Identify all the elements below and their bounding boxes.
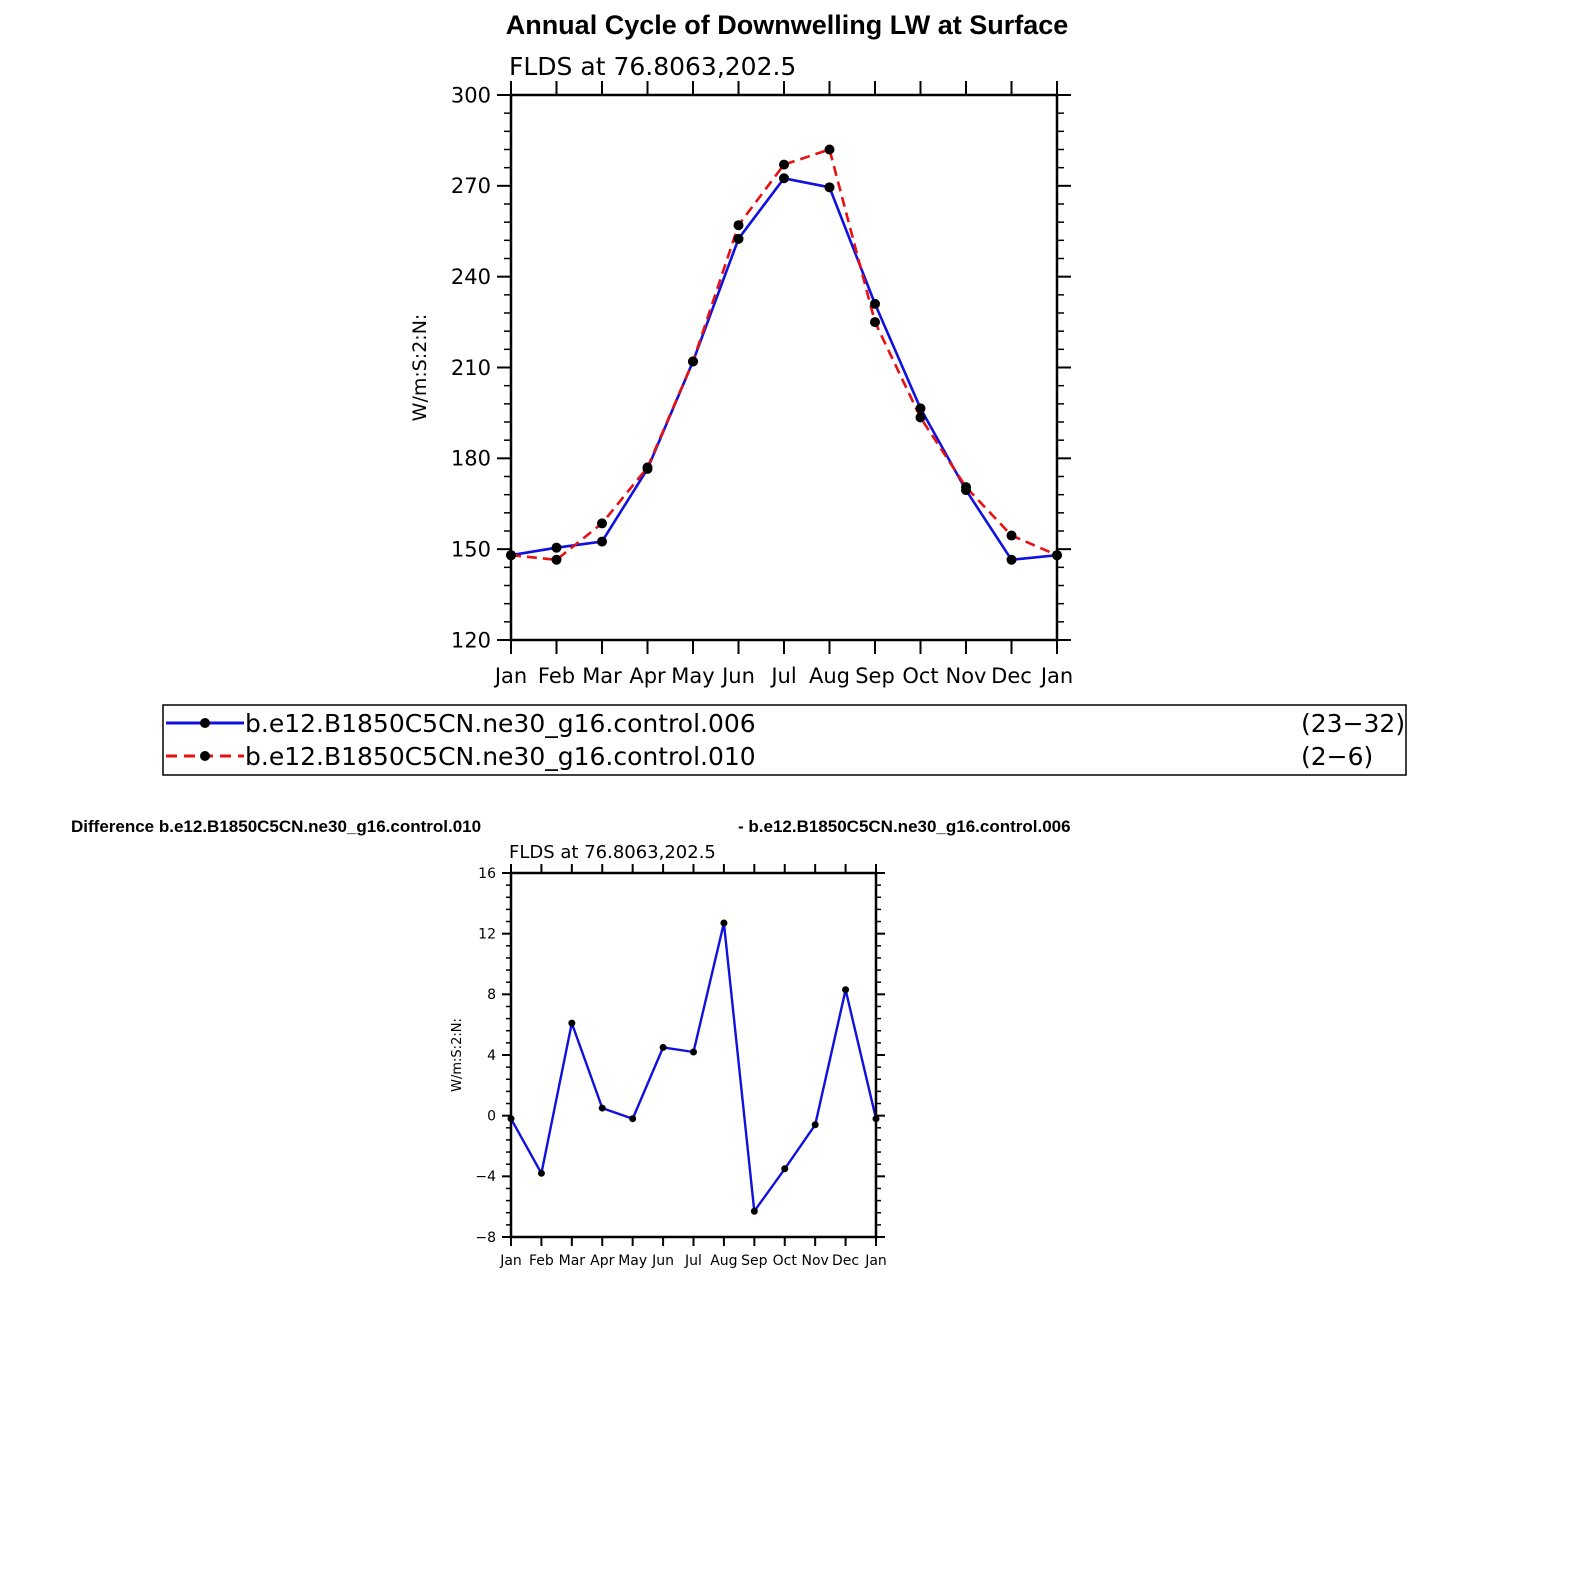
p1-x-tick-label-12: Jan xyxy=(1040,664,1074,688)
p2-y-tick-label-1: −4 xyxy=(475,1169,496,1186)
p2-y-tick-label-5: 12 xyxy=(478,926,496,943)
p2-x-tick-label-9: Oct xyxy=(772,1253,797,1269)
p2-x-tick-label-3: Apr xyxy=(590,1253,615,1269)
p2-x-tick-label-0: Jan xyxy=(500,1253,522,1269)
p1-series-0-point-1 xyxy=(552,543,562,553)
p2-x-tick-label-7: Aug xyxy=(710,1253,738,1269)
p1-x-tick-label-3: Apr xyxy=(629,664,666,688)
legend-years-010: (2−6) xyxy=(1301,742,1374,771)
main-title: Annual Cycle of Downwelling LW at Surface xyxy=(505,10,1069,40)
p1-series-0-point-5 xyxy=(734,234,744,244)
p1-series-1-point-3 xyxy=(643,462,653,472)
p1-x-tick-label-2: Mar xyxy=(582,664,622,688)
p2-subtitle: FLDS at 76.8063,202.5 xyxy=(509,842,716,863)
p2-series-0-point-9 xyxy=(781,1165,788,1172)
p2-y-tick-label-3: 4 xyxy=(487,1047,496,1064)
p2-x-tick-label-11: Dec xyxy=(832,1253,860,1269)
p2-series-0-point-7 xyxy=(720,920,727,927)
p2-x-tick-label-1: Feb xyxy=(529,1253,554,1269)
p2-series-0-point-1 xyxy=(538,1170,545,1177)
legend-label-010: b.e12.B1850C5CN.ne30_g16.control.010 xyxy=(245,742,756,771)
p2-series-0-point-4 xyxy=(629,1115,636,1122)
p2-x-tick-label-6: Jul xyxy=(685,1253,702,1269)
p1-series-0-point-2 xyxy=(597,537,607,547)
p1-y-tick-label-1: 150 xyxy=(450,537,491,562)
p1-series-1-point-4 xyxy=(688,356,698,366)
p2-x-tick-label-10: Nov xyxy=(801,1253,829,1269)
p2-series-line-0 xyxy=(511,923,876,1211)
p2-series-0-point-6 xyxy=(690,1048,697,1055)
p1-series-1-point-11 xyxy=(1007,531,1017,541)
p1-series-1-point-2 xyxy=(597,518,607,528)
p1-y-axis-label: W/m:S:2:N: xyxy=(409,313,431,422)
p2-series-0-point-8 xyxy=(751,1208,758,1215)
p2-x-tick-label-12: Jan xyxy=(865,1253,887,1269)
legend-label-006: b.e12.B1850C5CN.ne30_g16.control.006 xyxy=(245,709,756,738)
p1-x-tick-label-10: Nov xyxy=(945,664,987,688)
p1-series-1-point-1 xyxy=(552,555,562,565)
p1-y-tick-label-4: 240 xyxy=(450,265,491,290)
p2-x-tick-label-2: Mar xyxy=(558,1253,586,1269)
p1-x-tick-label-5: Jun xyxy=(722,664,755,688)
p1-series-1-point-8 xyxy=(870,317,880,327)
p2-series-0-point-2 xyxy=(568,1020,575,1027)
p1-x-tick-label-9: Oct xyxy=(902,664,939,688)
difference-title-left: Difference b.e12.B1850C5CN.ne30_g16.control.010 xyxy=(71,817,482,836)
p1-x-tick-label-0: Jan xyxy=(494,664,528,688)
p1-y-tick-label-2: 180 xyxy=(450,446,491,471)
p2-x-tick-label-4: May xyxy=(618,1253,648,1269)
p1-series-0-point-6 xyxy=(779,173,789,183)
p2-y-tick-label-4: 8 xyxy=(487,987,496,1004)
p1-y-tick-label-3: 210 xyxy=(450,355,491,380)
p2-y-tick-label-2: 0 xyxy=(487,1108,496,1125)
p1-subtitle: FLDS at 76.8063,202.5 xyxy=(509,52,797,81)
p1-series-1-point-7 xyxy=(825,145,835,155)
p2-y-tick-label-0: −8 xyxy=(475,1229,496,1246)
p2-series-0-point-10 xyxy=(812,1121,819,1128)
p1-y-tick-label-0: 120 xyxy=(450,628,491,653)
p1-series-1-point-6 xyxy=(779,160,789,170)
p1-series-1-point-10 xyxy=(961,482,971,492)
p1-series-1-point-9 xyxy=(916,412,926,422)
legend xyxy=(163,705,1406,775)
p2-x-tick-label-8: Sep xyxy=(741,1253,768,1269)
difference-panel xyxy=(450,842,887,1269)
p1-y-tick-label-6: 300 xyxy=(450,83,491,108)
p2-y-tick-label-6: 16 xyxy=(478,865,496,882)
p1-series-0-point-8 xyxy=(870,299,880,309)
p1-x-tick-label-4: May xyxy=(671,664,715,688)
legend-marker-010 xyxy=(200,751,210,761)
annual-cycle-panel xyxy=(409,52,1073,688)
p1-series-line-0 xyxy=(511,178,1057,560)
p1-x-tick-label-8: Sep xyxy=(855,664,895,688)
p2-x-tick-label-5: Jun xyxy=(652,1253,675,1269)
p1-x-tick-label-1: Feb xyxy=(537,664,576,688)
p2-series-0-point-11 xyxy=(842,986,849,993)
p1-series-0-point-7 xyxy=(825,182,835,192)
p1-series-0-point-11 xyxy=(1007,555,1017,565)
legend-years-006: (23−32) xyxy=(1301,709,1406,738)
p1-series-1-point-5 xyxy=(734,220,744,230)
legend-marker-006 xyxy=(200,718,210,728)
p1-series-0-point-9 xyxy=(916,403,926,413)
p1-x-tick-label-7: Aug xyxy=(808,664,851,688)
p1-series-line-1 xyxy=(511,150,1057,560)
p2-series-0-point-5 xyxy=(660,1044,667,1051)
p2-y-axis-label: W/m:S:2:N: xyxy=(450,1018,465,1092)
p1-x-tick-label-6: Jul xyxy=(771,664,797,688)
difference-title-right: - b.e12.B1850C5CN.ne30_g16.control.006 xyxy=(738,817,1071,836)
p1-y-tick-label-5: 270 xyxy=(450,174,491,199)
p1-x-tick-label-11: Dec xyxy=(991,664,1032,688)
p2-series-0-point-3 xyxy=(599,1105,606,1112)
